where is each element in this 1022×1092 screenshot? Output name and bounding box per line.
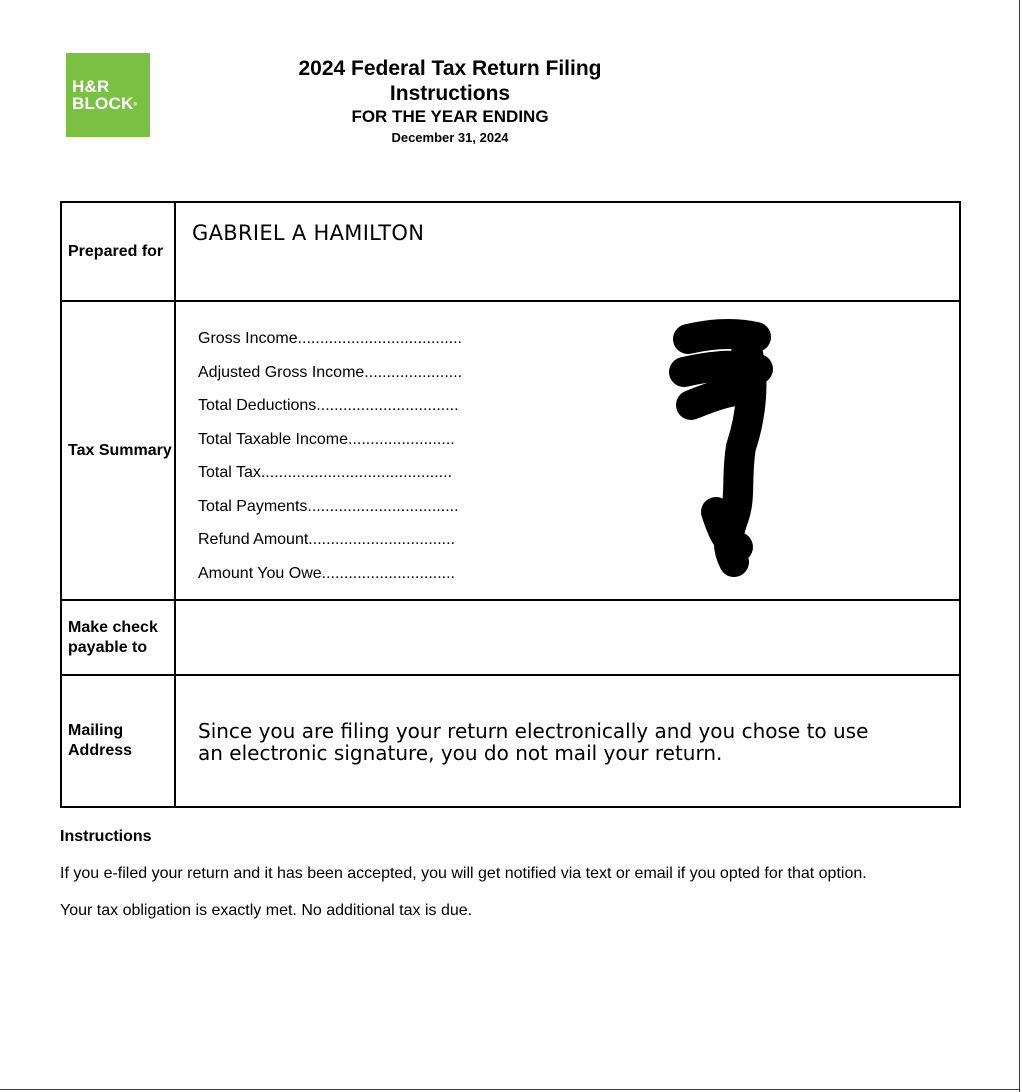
summary-item-refund-amount: Refund Amount.................................: [198, 531, 455, 548]
instructions-heading: Instructions: [60, 828, 152, 845]
make-check-value: [175, 600, 960, 675]
redaction-scribble: [646, 317, 806, 587]
tax-summary-row: [61, 301, 960, 600]
page-edge-right: [1019, 0, 1020, 1092]
title-line-1: 2024 Federal Tax Return Filing: [298, 57, 602, 80]
summary-item-adjusted-gross-income: Adjusted Gross Income......................: [198, 363, 463, 381]
summary-item-amount-you-owe: Amount You Owe..............................: [198, 564, 455, 582]
hr-block-logo: [66, 53, 150, 137]
logo-trademark: ®: [133, 102, 138, 108]
summary-list: [198, 322, 473, 590]
summary-item-gross-income: Gross Income.....................................: [198, 330, 463, 347]
tax-summary-cell: [175, 301, 960, 600]
make-check-row: [61, 600, 960, 675]
tax-summary-label: Tax Summary: [61, 301, 175, 600]
prepared-for-cell: [175, 202, 960, 301]
instructions-line-1: If you e-filed your return and it has been accepted, you will get notified via text or email if you opted for that option.: [60, 865, 867, 882]
filing-summary-table: [60, 201, 961, 808]
mailing-address-row: [61, 675, 960, 807]
page-edge-bottom: [0, 1089, 1020, 1090]
title-line-2: Instructions: [389, 82, 511, 105]
mailing-address-cell: [175, 675, 960, 807]
instructions-line-2: Your tax obligation is exactly met. No additional tax is due.: [60, 902, 473, 919]
prepared-for-row: [61, 202, 960, 301]
document-header: [250, 56, 650, 148]
subtitle: FOR THE YEAR ENDING: [351, 107, 549, 126]
logo-line-2: BLOCK: [72, 94, 134, 113]
summary-item-total-payments: Total Payments..................................: [198, 497, 459, 515]
summary-item-total-tax: Total Tax...........................................: [198, 464, 453, 481]
summary-item-total-deductions: Total Deductions................................: [198, 397, 459, 414]
make-check-label: Make check payable to: [61, 600, 175, 675]
prepared-for-label: Prepared for: [61, 202, 175, 301]
summary-item-total-taxable-income: Total Taxable Income........................: [198, 430, 455, 448]
mailing-address-label: Mailing Address: [61, 675, 175, 807]
logo-line-1: H&R: [72, 77, 110, 96]
taxpayer-name: GABRIEL A HAMILTON: [192, 221, 425, 245]
mailing-address-text: Since you are filing your return electronically and you chose to use an electronic signature, you do not mail your return.: [198, 719, 869, 765]
year-end-date: December 31, 2024: [391, 130, 509, 145]
